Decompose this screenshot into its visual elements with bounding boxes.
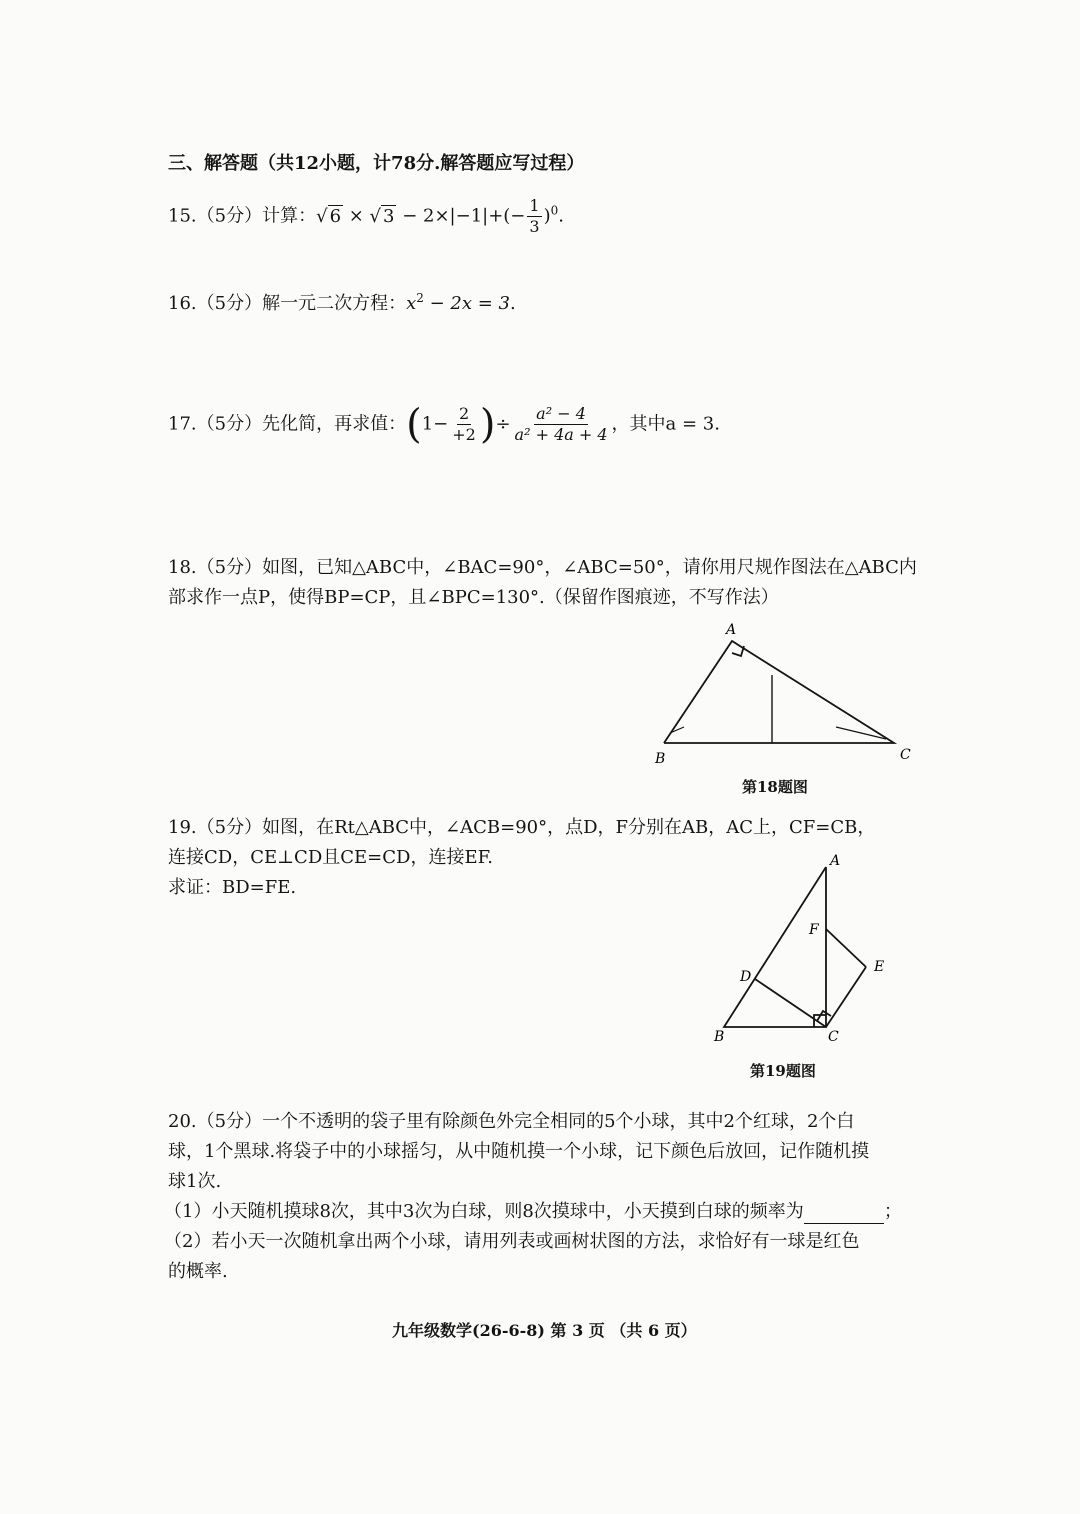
sqrt-3: √ 3 bbox=[369, 205, 395, 227]
question-15: 15.（5分）计算：√ 6 × √ 3 − 2×|−1|+(− $\frac{1}{3}$ )$^0$. bbox=[168, 196, 564, 236]
question-20-part-2: （2）若小天一次随机拿出两个小球，请用列表或画树状图的方法，求恰好有一球是红色 bbox=[164, 1231, 860, 1252]
question-20-line-3: 球1次. bbox=[168, 1171, 222, 1192]
page-footer: 九年级数学(26-6-8) 第 3 页 （共 6 页） bbox=[392, 1321, 697, 1340]
question-17: 17.（5分）先化简，再求值：(1− $\frac{2}{+2}$ )÷ $\frac{\text{a² − 4}}{\text{a² + 4a + 4}}$ ，其中a = 3. bbox=[168, 401, 720, 448]
fraction-a-squared: $\frac{\text{a² − 4}}{\text{a² + 4a + 4}}$ bbox=[514, 404, 608, 444]
fraction-one-third: $\frac{1}{3}$ bbox=[529, 196, 540, 236]
question-20-part-1: （1）小天随机摸球8次，其中3次为白球，则8次摸球中，小天摸到白球的频率为 ； bbox=[164, 1201, 902, 1222]
label-d: D bbox=[740, 969, 752, 985]
triangle-abc bbox=[664, 641, 894, 743]
label-b: B bbox=[655, 751, 666, 767]
segment-fe bbox=[826, 929, 866, 967]
fraction-2-over-a-plus-2: $\frac{2}{+2}$ bbox=[452, 404, 476, 444]
question-20-line-6: 的概率. bbox=[168, 1261, 228, 1282]
right-angle-mark-ce bbox=[817, 1011, 831, 1021]
q15-prefix: 15.（5分）计算： bbox=[168, 205, 317, 227]
section-title: 三、解答题（共12小题，计78分.解答题应写过程） bbox=[168, 153, 585, 174]
triangle-abc bbox=[724, 867, 826, 1027]
question-18-line-2: 部求作一点P，使得BP=CP，且∠BPC=130°.（保留作图痕迹，不写作法） bbox=[168, 587, 779, 608]
figure-18-triangle bbox=[640, 615, 930, 775]
question-19-line-2: 连接CD，CE⊥CD且CE=CD，连接EF. bbox=[168, 847, 493, 868]
label-f: F bbox=[809, 922, 819, 938]
figure-19-triangle bbox=[700, 845, 900, 1050]
question-16: 16.（5分）解一元二次方程：$x^2 - 2x = 3$. bbox=[168, 291, 516, 314]
question-20-line-2: 球，1个黑球.将袋子中的小球摇匀，从中随机摸一个小球，记下颜色后放回，记作随机摸 bbox=[168, 1141, 870, 1162]
question-20-line-1: 20.（5分）一个不透明的袋子里有除颜色外完全相同的5个小球，其中2个红球，2个白 bbox=[168, 1111, 855, 1132]
answer-blank bbox=[804, 1205, 884, 1224]
label-e: E bbox=[874, 959, 885, 975]
label-c: C bbox=[900, 747, 911, 763]
question-19-line-3: 求证：BD=FE. bbox=[168, 877, 297, 898]
figure-19-caption: 第19题图 bbox=[750, 1062, 816, 1080]
label-b: B bbox=[714, 1029, 725, 1045]
segment-ce bbox=[826, 967, 866, 1027]
label-a: A bbox=[830, 853, 841, 869]
label-c: C bbox=[828, 1029, 839, 1045]
question-18-line-1: 18.（5分）如图，已知△ABC中，∠BAC=90°，∠ABC=50°，请你用尺规作图法在△ABC内 bbox=[168, 557, 917, 578]
segment-cd bbox=[755, 979, 826, 1027]
question-19-line-1: 19.（5分）如图，在Rt△ABC中，∠ACB=90°，点D，F分别在AB，AC上，CF=CB， bbox=[168, 817, 876, 838]
label-a: A bbox=[726, 622, 737, 638]
sqrt-6: √ 6 bbox=[316, 205, 342, 227]
figure-18-caption: 第18题图 bbox=[742, 778, 808, 796]
